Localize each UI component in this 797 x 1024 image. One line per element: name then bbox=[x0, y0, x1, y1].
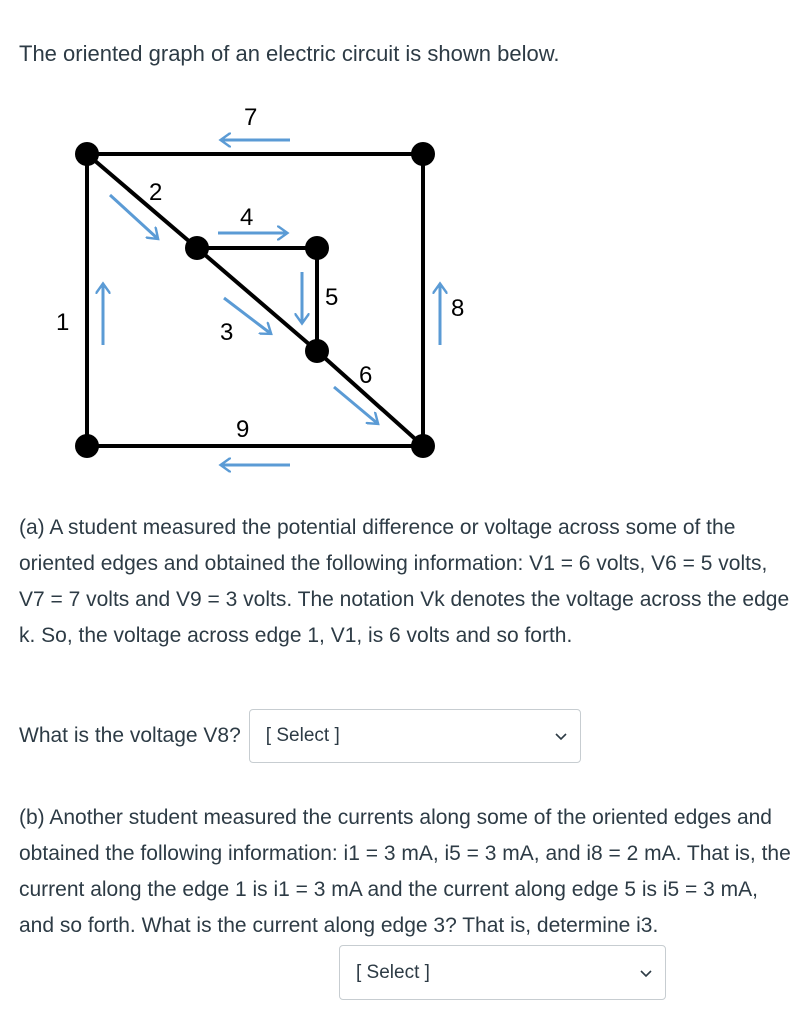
edge-3 bbox=[197, 248, 317, 351]
v8-select-value: [ Select ] bbox=[265, 725, 340, 746]
i3-select[interactable] bbox=[339, 945, 666, 1000]
edge-label-5: 5 bbox=[325, 284, 339, 311]
intro-text: The oriented graph of an electric circuit is shown below. bbox=[19, 41, 560, 66]
chevron-down-icon bbox=[554, 729, 568, 743]
part-a-text: (a) A student measured the potential difference or voltage across some of the oriented edges and obtained the following information: V1 = 6 volts, V6 = 5 volts, V7 = 7 volts and V9 = 3 volts. The notation Vk denotes the voltage across the edge k. So, the voltage across edge 1, V1, is 6 volts and so forth. bbox=[19, 516, 790, 647]
edge-label-7: 7 bbox=[244, 104, 258, 131]
node-inner-left bbox=[185, 236, 209, 260]
node-top-right bbox=[411, 142, 435, 166]
node-inner-right bbox=[305, 236, 329, 260]
edge-label-9: 9 bbox=[236, 416, 250, 443]
node-bottom-left bbox=[75, 434, 99, 458]
edge-label-8: 8 bbox=[451, 295, 465, 322]
node-bottom-right bbox=[411, 434, 435, 458]
v8-select[interactable] bbox=[249, 709, 581, 763]
edge-label-6: 6 bbox=[359, 362, 373, 389]
node-center bbox=[305, 339, 329, 363]
edge-label-4: 4 bbox=[240, 204, 254, 231]
edge-label-1: 1 bbox=[56, 309, 70, 336]
edge-label-2: 2 bbox=[149, 179, 163, 206]
i3-select-value: [ Select ] bbox=[356, 961, 430, 983]
chevron-down-icon bbox=[639, 966, 653, 980]
edge-label-3: 3 bbox=[220, 319, 234, 346]
arrow-edge-6 bbox=[334, 387, 377, 423]
node-top-left bbox=[75, 142, 99, 166]
part-b-text: (b) Another student measured the currents along some of the oriented edges and obtained the following information: i1 = 3 mA, i5 = 3 mA, and i8 = 2 mA. That is, the current along the edge 1 is i1 = 3 mA and the current along edge 5 is i5 = 3 mA, and so forth. What is the current along edge 3? That is, determine i3. bbox=[19, 806, 791, 937]
part-a-question: What is the voltage V8? bbox=[19, 724, 241, 747]
part-a-question-row bbox=[19, 710, 581, 762]
circuit-graph-diagram bbox=[40, 95, 480, 485]
edge-2 bbox=[87, 154, 197, 248]
